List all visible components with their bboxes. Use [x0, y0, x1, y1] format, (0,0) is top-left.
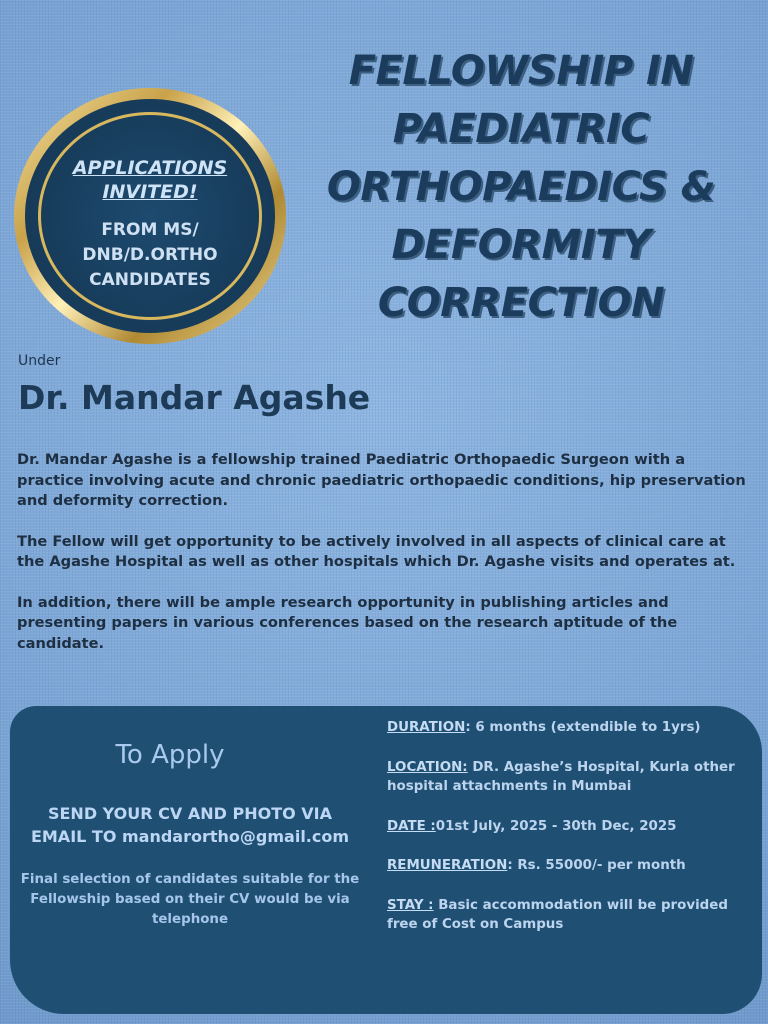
detail-date — [387, 817, 747, 837]
under-label: Under — [18, 353, 61, 369]
location-value: DR. Agashe’s Hospital, Kurla other hospital attachments in Mumbai — [387, 759, 735, 794]
doctor-name: Dr. Mandar Agashe — [18, 378, 371, 417]
duration-label: DURATION — [387, 720, 466, 735]
page-title — [300, 42, 742, 332]
applications-badge — [14, 88, 286, 344]
badge-subtext — [14, 218, 286, 293]
date-value: 01st July, 2025 - 30th Dec, 2025 — [435, 818, 677, 834]
stay-value: Basic accommodation will be provided free of Cost on Campus — [387, 897, 728, 932]
title-line5: CORRECTION — [377, 280, 665, 326]
title-line2: PAEDIATRIC — [392, 106, 650, 152]
detail-remuneration — [387, 856, 747, 876]
paragraph-intro: Dr. Mandar Agashe is a fellowship trained Paediatric Orthopaedic Surgeon with a practice involving acute and chronic paediatric orthopaedic conditions, hip preservation and deformity correction. — [17, 451, 746, 509]
badge-text — [14, 156, 286, 293]
apply-send-line1: SEND YOUR CV AND PHOTO VIA — [47, 804, 333, 823]
badge-sub-line2: DNB/D.ORTHO — [82, 245, 218, 265]
remuneration-label: REMUNERATION — [387, 858, 508, 873]
apply-instructions — [10, 802, 370, 848]
detail-location — [387, 758, 747, 797]
paragraph-clinical: The Fellow will get opportunity to be actively involved in all aspects of clinical care at the Agashe Hospital as well as other hospitals which Dr. Agashe visits and operates at. — [17, 532, 736, 570]
duration-value: : 6 months (extendible to 1yrs) — [465, 720, 701, 735]
detail-stay — [387, 896, 747, 935]
fellowship-details — [387, 718, 747, 955]
date-label: DATE : — [387, 818, 436, 834]
title-line1: FELLOWSHIP IN — [348, 48, 694, 94]
badge-heading-line1: APPLICATIONS — [72, 157, 228, 179]
title-line3: ORTHOPAEDICS & — [326, 164, 716, 210]
detail-duration — [387, 718, 747, 738]
apply-send-line2: EMAIL TO mandarortho@gmail.com — [30, 827, 350, 846]
selection-note: Final selection of candidates suitable for the Fellowship based on their CV would be via telephone — [20, 872, 360, 927]
badge-sub-line3: CANDIDATES — [89, 270, 211, 290]
badge-heading-line2: INVITED! — [102, 181, 198, 203]
description-text — [17, 450, 752, 674]
badge-heading — [14, 156, 286, 204]
title-line4: DEFORMITY — [391, 222, 651, 268]
stay-label: STAY : — [387, 897, 434, 913]
badge-sub-line1: FROM MS/ — [101, 220, 199, 240]
apply-title: To Apply — [115, 740, 225, 770]
paragraph-research: In addition, there will be ample research opportunity in publishing articles and presenting papers in various conferences based on the research aptitude of the candidate. — [17, 593, 678, 652]
location-label: LOCATION: — [387, 759, 468, 775]
remuneration-value: : Rs. 55000/- per month — [507, 858, 686, 873]
